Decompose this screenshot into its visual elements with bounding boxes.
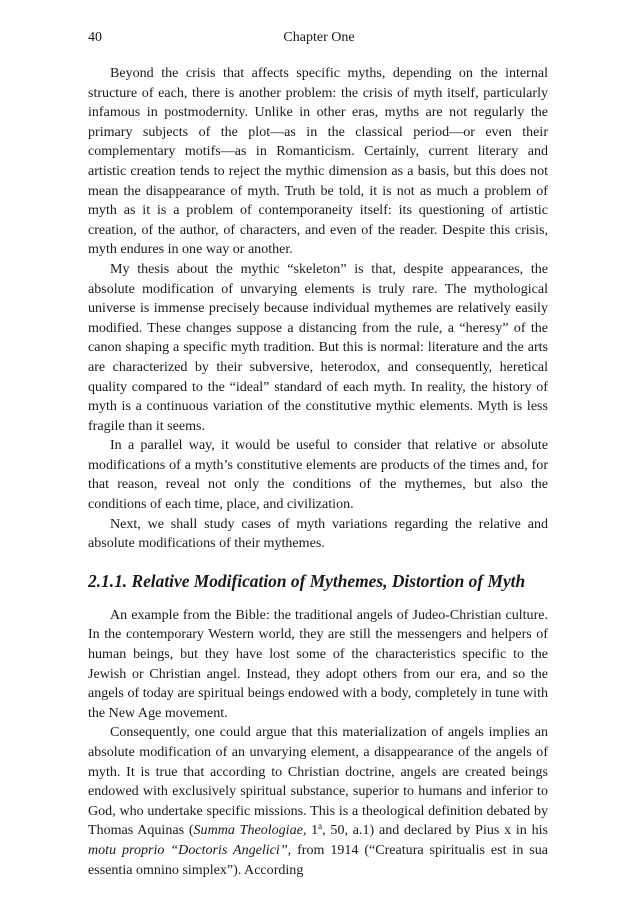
chapter-title: Chapter One	[283, 30, 355, 45]
paragraph-text: , 50, a.1) and declared by Pius x in his	[322, 822, 548, 839]
superscript: a	[318, 821, 323, 832]
paragraph-text: Consequently, one could argue that this materialization of angels implies an absolute modification of an unvarying element, a disappearance of the angels of myth. It is true that according to Christian doctrine, angels are created beings endowed with exclusively spiritual substance, superior to humans and inferior to God, who undertake specific missions. This is a theological definition debated by Thomas Aquinas (	[88, 724, 548, 839]
page-number: 40	[88, 30, 102, 45]
paragraph-materialization-of-angels	[88, 723, 548, 880]
running-head	[88, 30, 550, 50]
paragraph-text: from 1914 (“Creatura spiritualis est in sua essentia omnino simplex”). According	[88, 841, 548, 878]
italic-title-summa: Summa Theologiae,	[193, 822, 307, 839]
paragraph-crisis-of-myth: Beyond the crisis that affects specific myths, depending on the internal structure of each, there is another problem: the crisis of myth itself, particularly infamous in postmodernity. Unlike in other eras, myths are not regularly the primary subjects of the plot—as in the classical period—or even their complementary motifs—as in Romanticism. Certainly, current literary and artistic creation tends to reject the mythic dimension as a basis, but this does not mean the disappearance of myth. Truth be told, it is not as much a problem of myth as it is a problem of contemporaneity itself: its questioning of artistic creation, of the author, of characters, and even of the reader. Despite this crisis, myth endures in one way or another.	[88, 65, 548, 258]
paragraph-bible-angels: An example from the Bible: the traditional angels of Judeo-Christian culture. In the contemporary Western world, they are still the messengers and helpers of human beings, but they have lost some of the characteristics specific to the Jewish or Christian angel. Instead, they adopt others from our era, and so the angels of today are spiritual beings endowed with a body, completely in tune with the New Age movement.	[88, 606, 548, 721]
paragraph-next-study: Next, we shall study cases of myth variations regarding the relative and absolute modifications of their mythemes.	[88, 515, 548, 552]
paragraph-parallel-consideration: In a parallel way, it would be useful to consider that relative or absolute modifications of a myth’s constitutive elements are products of the times and, for that reason, reveal not only the conditions of the mythemes, but also the conditions of each time, place, and civilization.	[88, 437, 548, 513]
paragraph-text: 1	[306, 822, 319, 839]
page-body	[88, 64, 548, 880]
italic-title-motu-proprio: motu proprio “Doctoris Angelici”,	[88, 841, 292, 858]
section-heading: 2.1.1. Relative Modification of Mythemes, Distortion of Myth	[88, 570, 526, 591]
paragraph-mythic-skeleton-thesis: My thesis about the mythic “skeleton” is that, despite appearances, the absolute modification of unvarying elements is truly rare. The mythological universe is immense precisely because individual mythemes are relatively easily modified. These changes suppose a distancing from the rule, a “heresy” of the canon shaping a specific myth tradition. But this is normal: literature and the arts are characterized by their subversive, heterodox, and consequently, heretical quality compared to the “ideal” standard of each myth. In reality, the history of myth is a continuous variation of the constitutive mythic elements. Myth is less fragile than it seems.	[88, 260, 548, 434]
